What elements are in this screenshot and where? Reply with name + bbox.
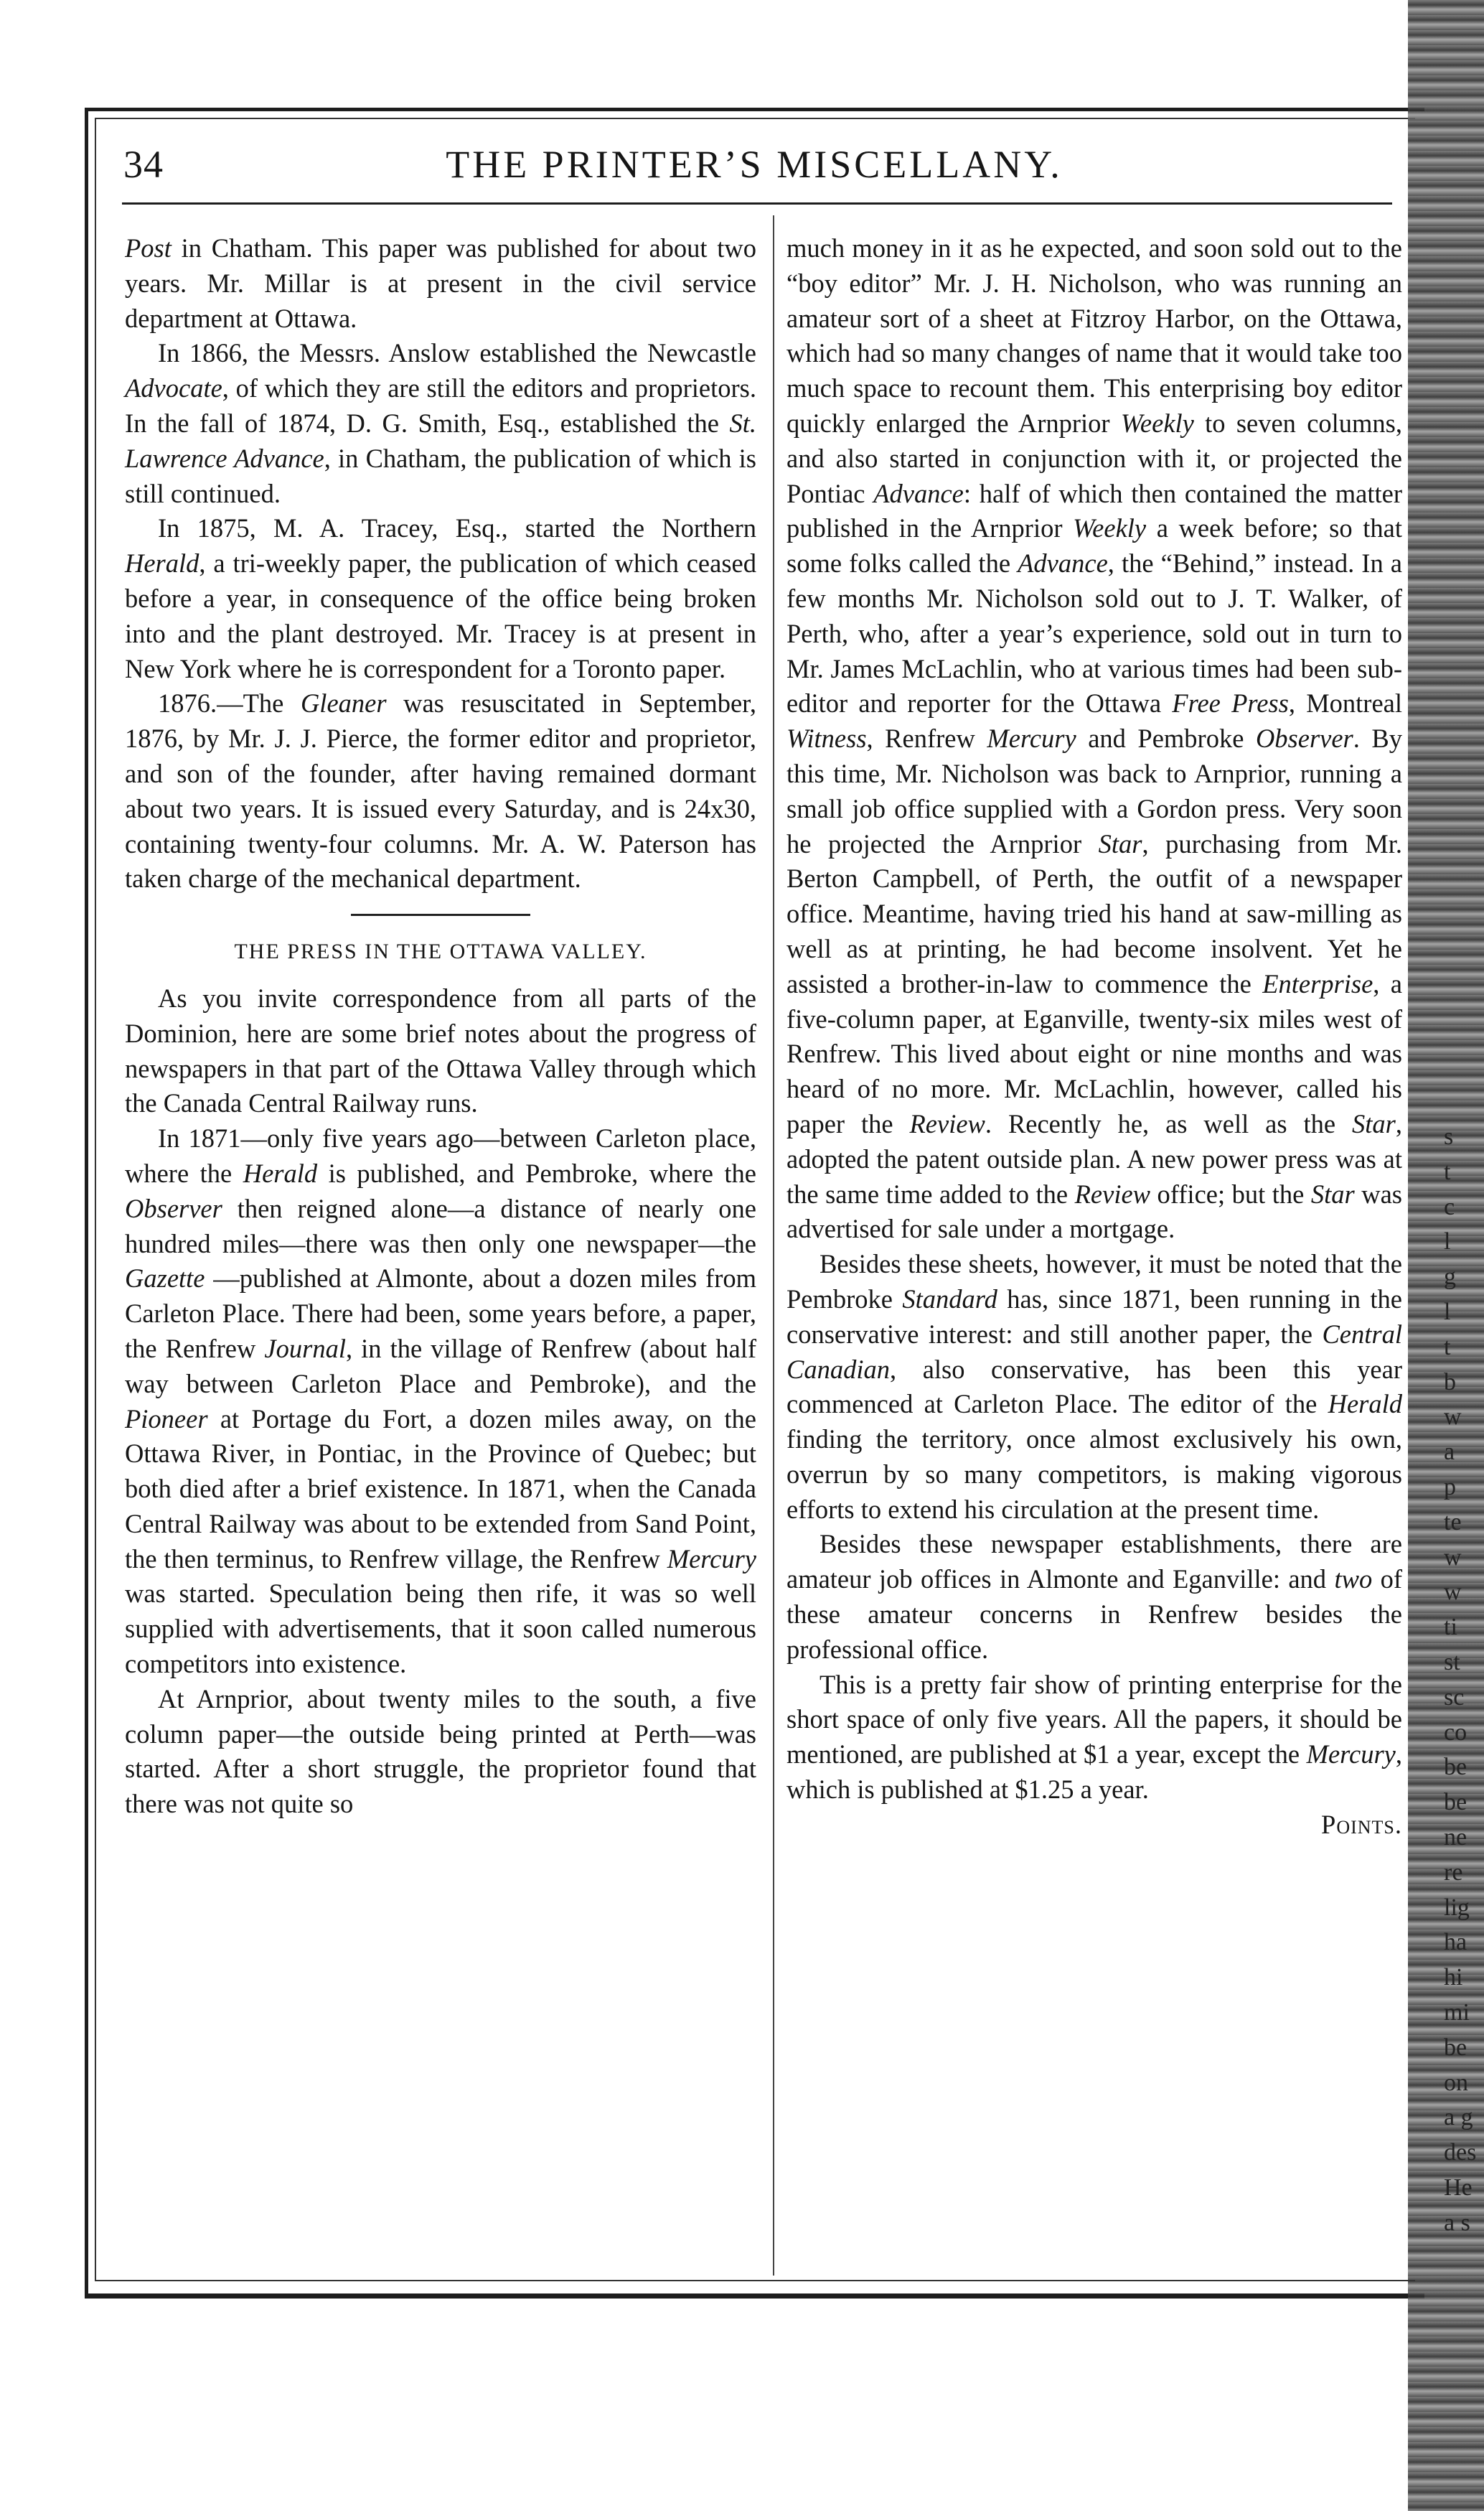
fragment-line: hi (1444, 1964, 1463, 1991)
paragraph: In 1871—only five years ago—between Carleton place, where the Herald is published, and Pembroke, where the Observer then reigned alone—a distance of nearly one hundred miles—there was then only one newspaper—the Gazette —published at Almonte, about a dozen miles from Carleton Place. There had been, some years before, a paper, the Renfrew Journal, in the village of Renfrew (about half way between Carleton Place and Pembroke), and the Pioneer at Portage du Fort, a dozen miles away, on the Ottawa River, in Pontiac, in the Province of Quebec; but both died after a brief existence. In 1871, when the Canada Central Railway was about to be extended from Sand Point, the then terminus, to Renfrew village, the Renfrew Mercury was started. Speculation being then rife, it was so well supplied with advertisements, that it soon called numerous competitors into existence. (125, 1123, 756, 1679)
fragment-line: des (1444, 2139, 1477, 2166)
paragraph: In 1866, the Messrs. Anslow established the Newcastle Advocate, of which they are still the editors and proprietors. In the fall of 1874, D. G. Smith, Esq., established the St. Lawrence Advance, in Chatham, the publication of which is still continued. (125, 338, 756, 508)
paragraph: Besides these newspaper establishments, there are amateur job offices in Almonte and Eganville: and two of these amateur concerns in Renfrew besides the professional office. (786, 1529, 1402, 1664)
paragraph: This is a pretty fair show of printing enterprise for the short space of only five years. All the papers, it should be mentioned, are published at $1 a year, except the Mercury, which is published at $1.25 a year. (786, 1669, 1402, 1805)
paragraph: In 1875, M. A. Tracey, Esq., started the Northern Herald, a tri-weekly paper, the publication of which ceased before a year, in consequence of the office being broken into and the plant destroyed. Mr. Tracey is at present in New York where he is correspondent for a Toronto paper. (125, 513, 756, 683)
fragment-line: b (1444, 1368, 1456, 1395)
fragment-line: be (1444, 2034, 1467, 2061)
paragraph: At Arnprior, about twenty miles to the south, a five column paper—the outside being printed at Perth—was started. After a short struggle, the proprietor found that there was not quite so (125, 1683, 756, 1819)
fragment-line: a s (1444, 2209, 1470, 2236)
fragment-line: p (1444, 1473, 1456, 1500)
right-column (786, 231, 1402, 1843)
fragment-line: t (1444, 1333, 1451, 1360)
header-rule (122, 202, 1392, 205)
running-header (95, 132, 1414, 198)
fragment-line: sc (1444, 1683, 1465, 1711)
fragment-line: w (1444, 1543, 1462, 1571)
fragment-line: w (1444, 1403, 1462, 1431)
fragment-line: g (1444, 1263, 1456, 1291)
paragraph: As you invite correspondence from all parts of the Dominion, here are some brief notes about the progress of newspapers in that part of the Ottawa Valley through which the Canada Central Railway runs. (125, 983, 756, 1118)
fragment-line: be (1444, 1789, 1467, 1816)
paragraph: much money in it as he expected, and soon sold out to the “boy editor” Mr. J. H. Nicholson, who was running an amateur sort of a sheet at Fitzroy Harbor, on the Ottawa, which had so many changes of name that it would take too much space to recount them. This enterprising boy editor quickly enlarged the Arnprior Weekly to seven columns, and also started in conjunction with it, or projected the Pontiac Advance: half of which then contained the matter published in the Arnprior Weekly a week before; so that some folks called the Advance, the “Behind,” instead. In a few months Mr. Nicholson sold out to J. T. Walker, of Perth, who, after a year’s experience, sold out in turn to Mr. James McLachlin, who at various times had been sub-editor and reporter for the Ottawa Free Press, Montreal Witness, Renfrew Mercury and Pembroke Observer. By this time, Mr. Nicholson was back to Arnprior, running a small job office supplied with a Gordon press. Very soon he projected the Arnprior Star, purchasing from Mr. Berton Campbell, of Perth, the outfit of a newspaper office. Meantime, having tried his hand at saw-milling as well as at printing, he had become insolvent. Yet he assisted a brother-in-law to commence the Enterprise, a five-column paper, at Eganville, twenty-six miles west of Renfrew. This lived about eight or nine months and was heard of no more. Mr. McLachlin, however, called his paper the Review. Recently he, as well as the Star, adopted the patent outside plan. A new power press was at the same time added to the Review office; but the Star was advertised for sale under a mortgage. (786, 233, 1403, 1244)
adjacent-page-fragments (1444, 1120, 1484, 2241)
fragment-line: c (1444, 1193, 1455, 1220)
fragment-line: w (1444, 1579, 1462, 1606)
fragment-line: ha (1444, 1929, 1467, 1956)
fragment-line: s (1444, 1123, 1454, 1150)
left-column (125, 231, 756, 1822)
fragment-line: t (1444, 1158, 1451, 1185)
fragment-line: lig (1444, 1894, 1470, 1921)
column-divider (773, 215, 774, 2276)
fragment-line: l (1444, 1228, 1451, 1256)
fragment-line: a (1444, 1439, 1455, 1466)
fragment-line: st (1444, 1648, 1460, 1675)
fragment-line: mi (1444, 1998, 1470, 2026)
paragraph: 1876.—The Gleaner was resuscitated in September, 1876, by Mr. J. J. Pierce, the former editor and proprietor, and son of the founder, after having remained dormant about two years. It is issued every Saturday, and is 24x30, containing twenty-four columns. Mr. A. W. Paterson has taken charge of the mechanical department. (125, 688, 756, 894)
fragment-line: ne (1444, 1823, 1467, 1851)
fragment-line: co (1444, 1719, 1467, 1746)
fragment-line: te (1444, 1508, 1462, 1535)
fragment-line: a g (1444, 2104, 1473, 2131)
fragment-line: l (1444, 1298, 1451, 1325)
fragment-line: re (1444, 1858, 1463, 1886)
section-heading: THE PRESS IN THE OTTAWA VALLEY. (234, 940, 647, 964)
fragment-line: ti (1444, 1614, 1457, 1641)
fragment-line: on (1444, 2069, 1468, 2096)
page-number: 34 (123, 143, 164, 186)
paragraph: Post in Chatham. This paper was published for about two years. Mr. Millar is at present in the civil service department at Ottawa. (125, 233, 756, 333)
paragraph: Besides these sheets, however, it must be noted that the Pembroke Standard has, since 1871, been running in the conservative interest: and still another paper, the Central Canadian, also conservative, has been this year commenced at Carleton Place. The editor of the Herald finding the territory, once almost exclusively his own, overrun by so many competitors, is making vigorous efforts to extend his circulation at the present time. (786, 1249, 1402, 1524)
journal-title: THE PRINTER’S MISCELLANY. (446, 143, 1063, 186)
signature: Points. (1321, 1809, 1402, 1839)
fragment-line: He (1444, 2174, 1473, 2201)
fragment-line: be (1444, 1754, 1467, 1781)
section-divider (351, 914, 530, 916)
